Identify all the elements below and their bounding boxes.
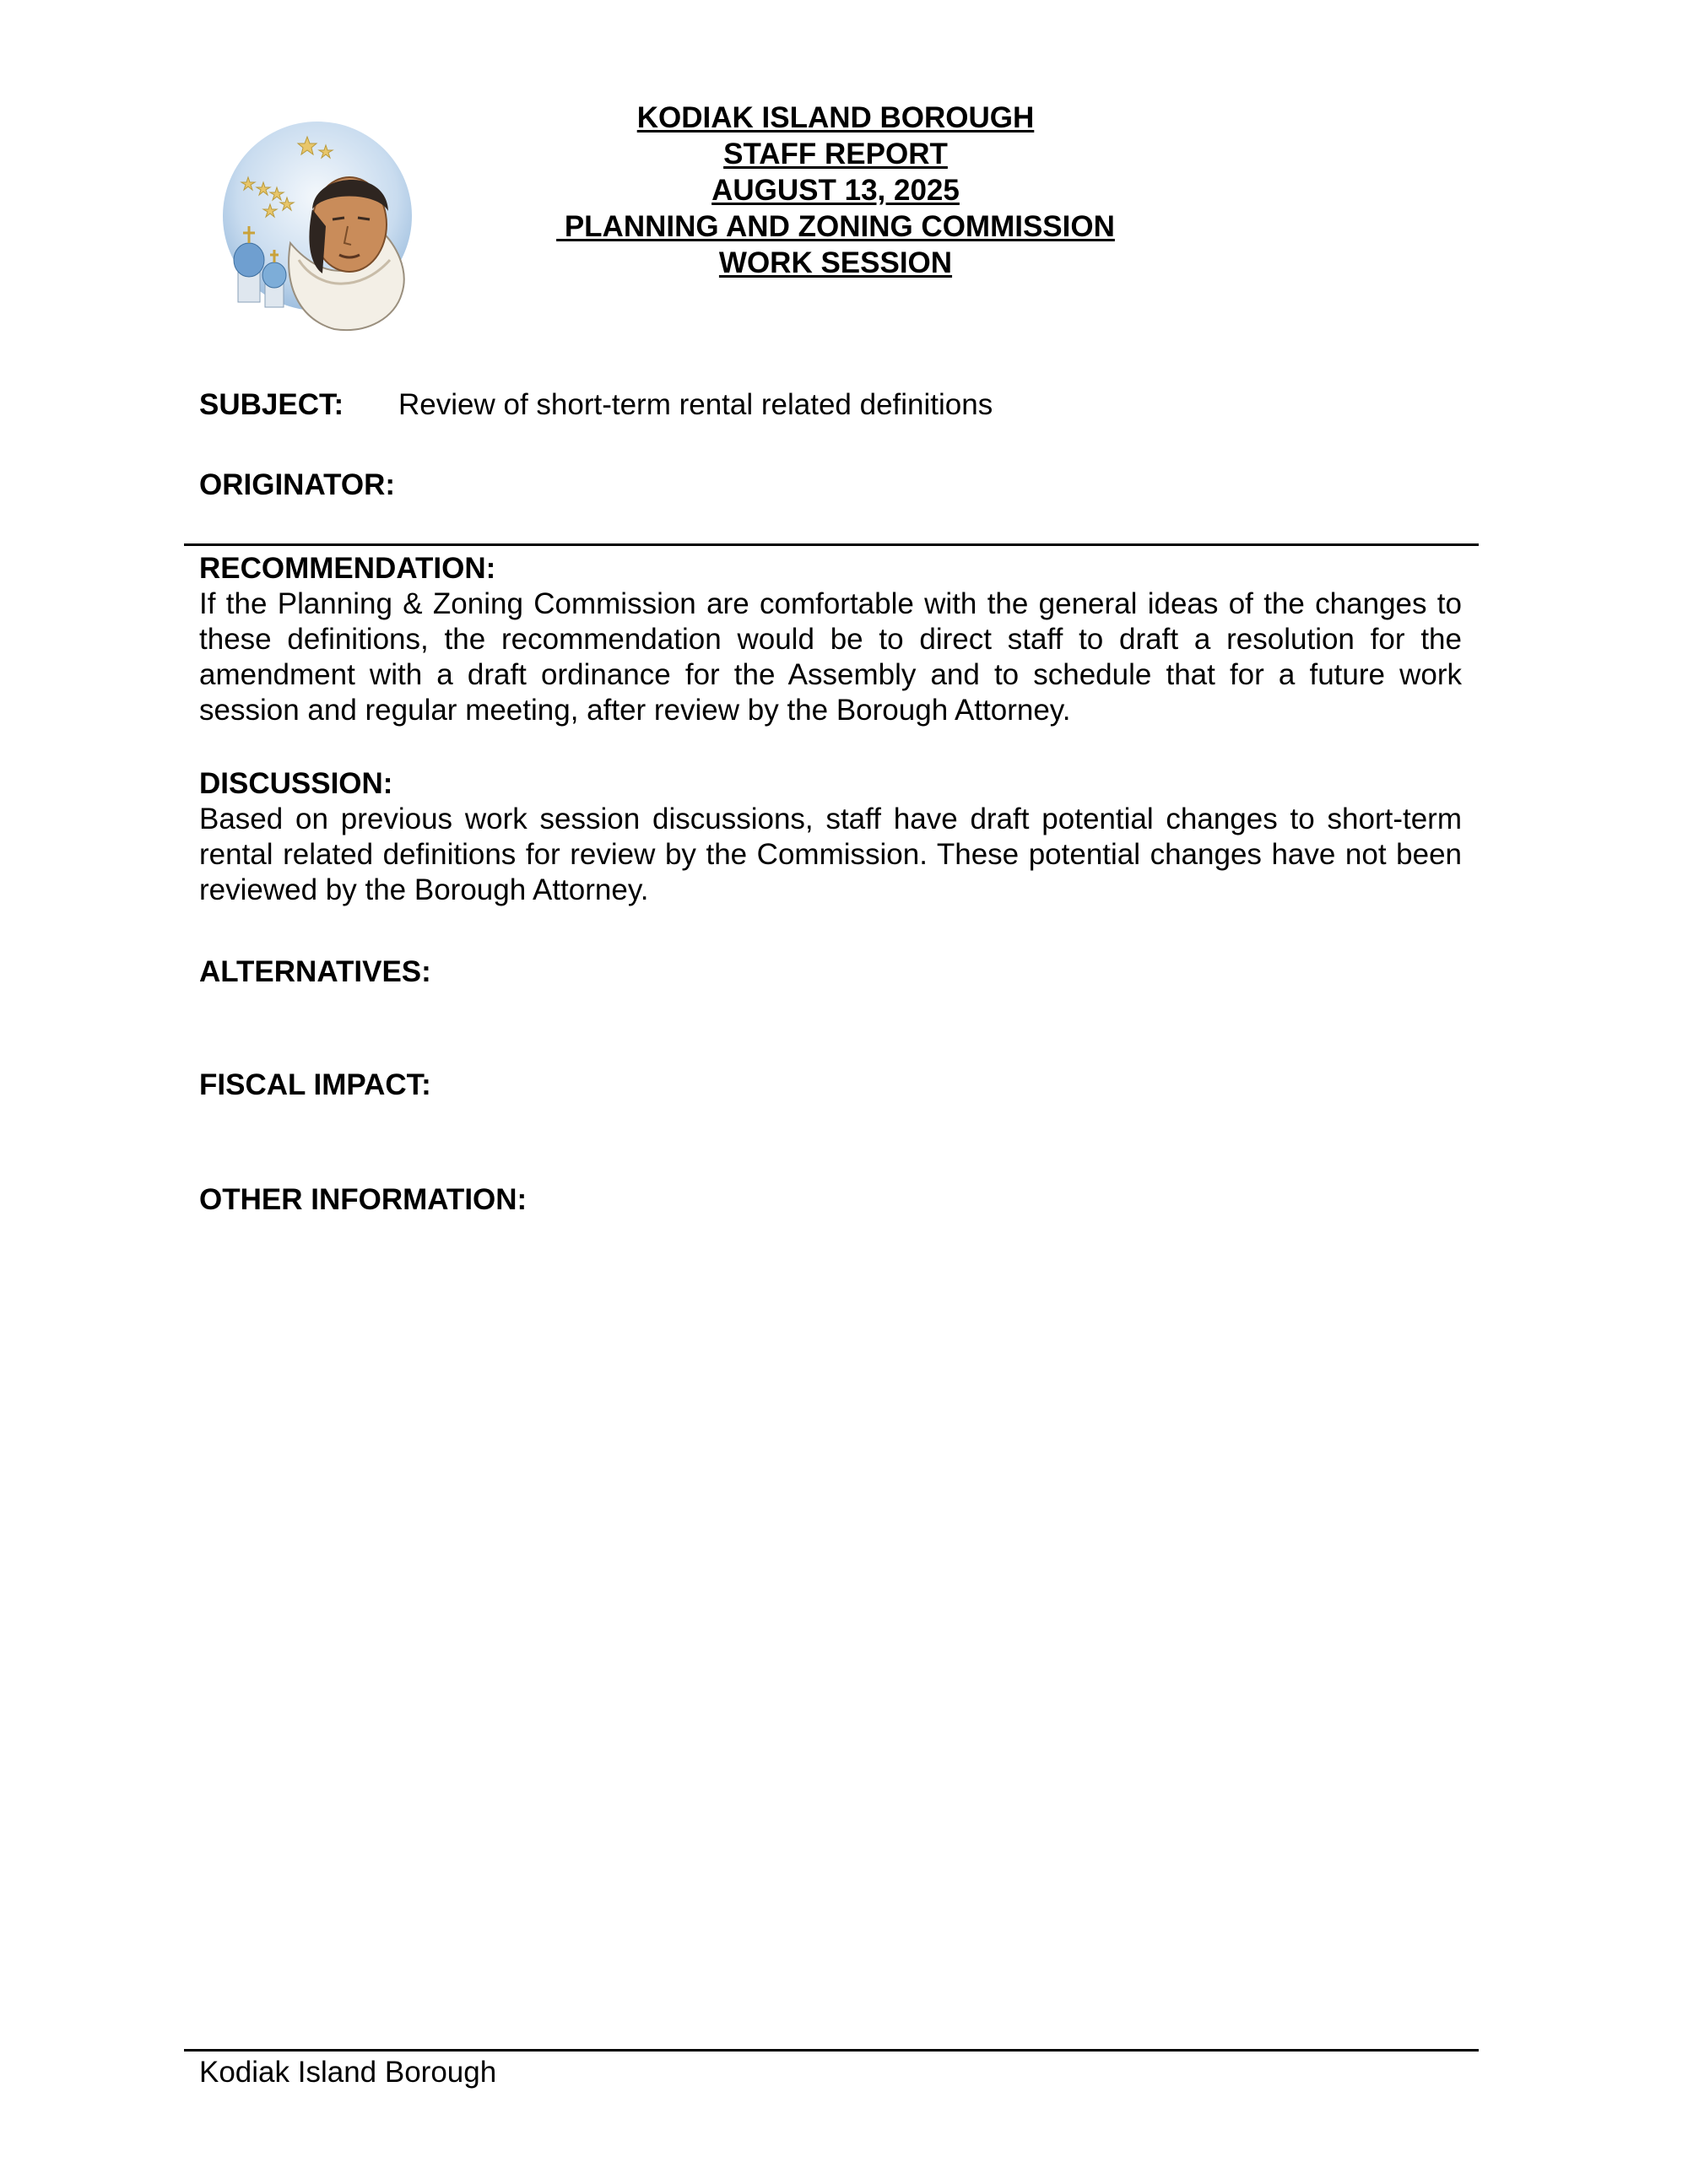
discussion-section: [199, 766, 1462, 908]
alternatives-label: ALTERNATIVES:: [199, 955, 431, 988]
section-divider: [184, 543, 1479, 546]
header-line-commission: PLANNING AND ZONING COMMISSION: [556, 210, 1115, 243]
recommendation-section: [199, 551, 1462, 728]
discussion-label: DISCUSSION:: [199, 767, 393, 800]
fiscal-impact-label: FISCAL IMPACT:: [199, 1068, 431, 1101]
footer-text: Kodiak Island Borough: [199, 2056, 497, 2089]
other-information-label: OTHER INFORMATION:: [199, 1183, 528, 1216]
originator-label: ORIGINATOR:: [199, 468, 396, 501]
header-line-borough: KODIAK ISLAND BOROUGH: [636, 101, 1035, 134]
discussion-text: Based on previous work session discussions, staff have draft potential changes to short-term rental related definitions for review by the Commission. These potential changes have not been reviewed by the Borough Attorney.: [199, 803, 1462, 906]
header-line-report-type: STAFF REPORT: [723, 138, 948, 170]
header-line-date: AUGUST 13, 2025: [711, 174, 960, 207]
report-header: [456, 100, 1215, 281]
kodiak-borough-seal-icon: [199, 116, 427, 336]
recommendation-text: If the Planning & Zoning Commission are comfortable with the general ideas of the changes to these definitions, the recommendation would be to direct staff to draft a resolution for the amendment with a draft ordinance for the Assembly and to schedule that for a future work session and regular meeting, after review by the Borough Attorney.: [199, 587, 1462, 727]
subject-label: SUBJECT:: [199, 388, 344, 421]
header-line-session: WORK SESSION: [718, 246, 953, 279]
footer-divider: [184, 2049, 1479, 2052]
subject-value: Review of short-term rental related definitions: [398, 388, 993, 421]
recommendation-label: RECOMMENDATION:: [199, 552, 496, 585]
